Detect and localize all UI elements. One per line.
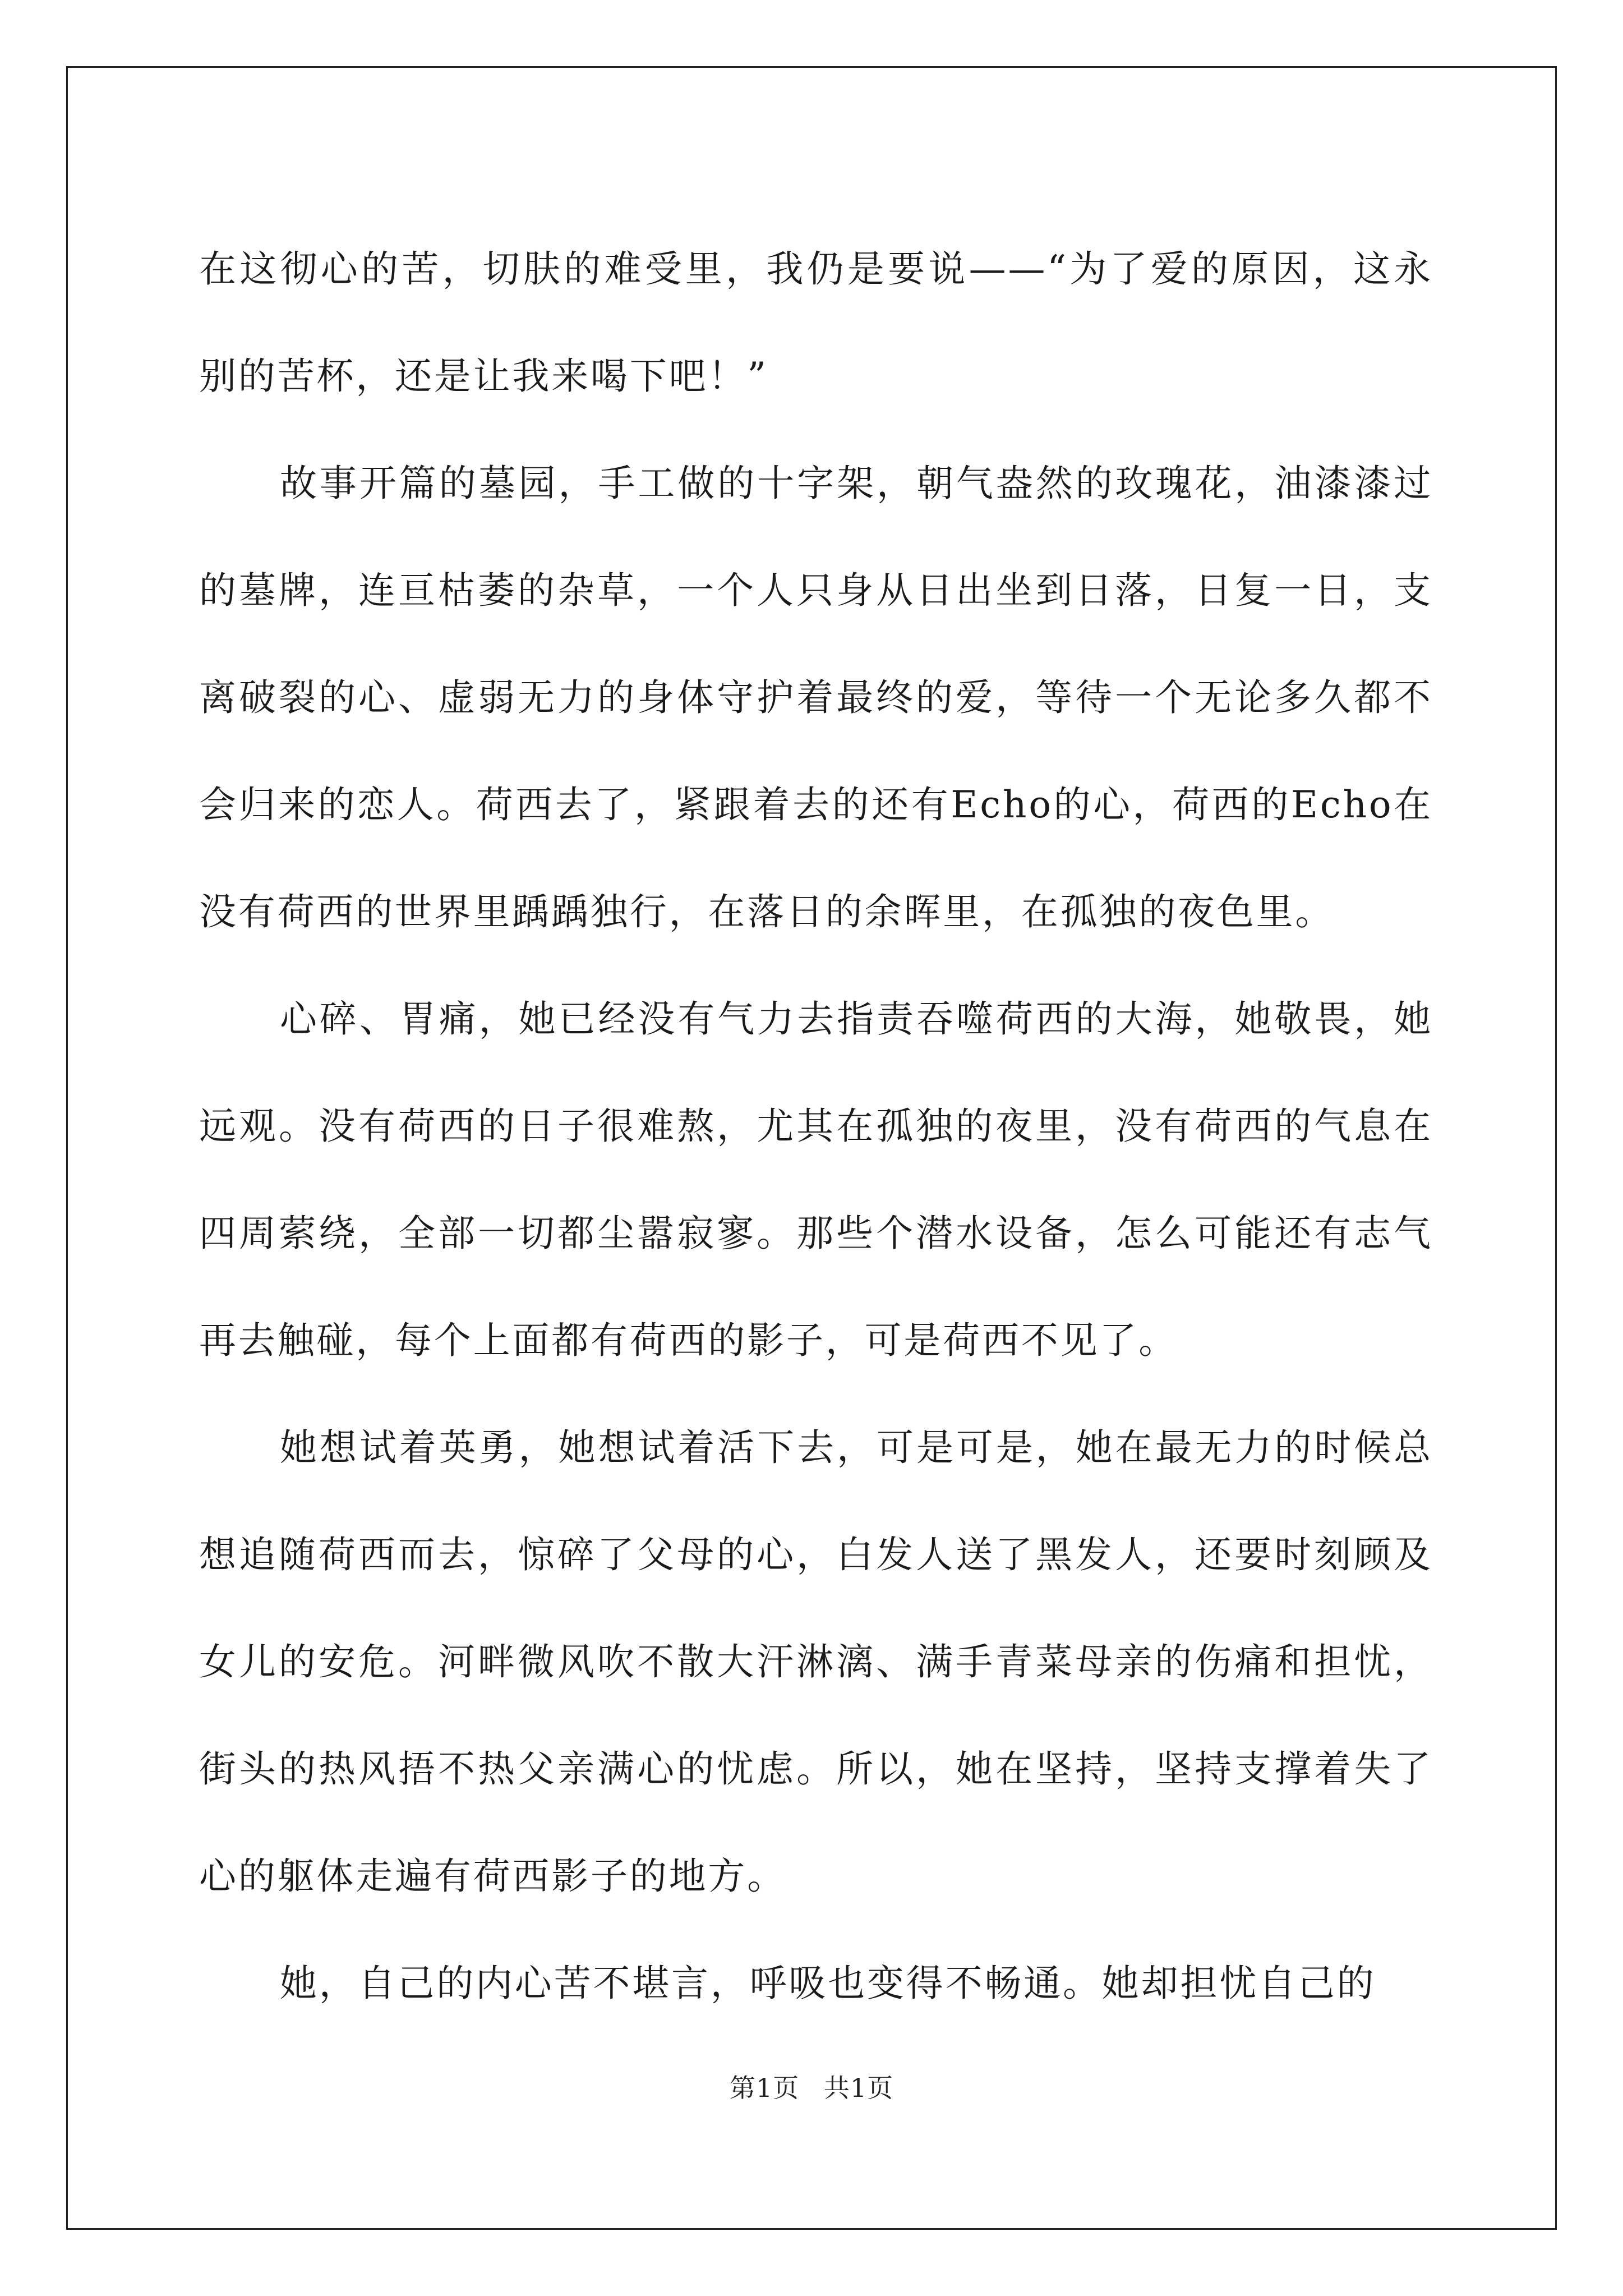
paragraph-2: 故事开篇的墓园，手工做的十字架，朝气盎然的玫瑰花，油漆漆过的墓牌，连亘枯萎的杂草，一个人只身从日出坐到日落，日复一日，支离破裂的心、虚弱无力的身体守护着最终的爱，等待一个无论多久都不会归来的恋人。荷西去了，紧跟着去的还有Echo的心，荷西的Echo在没有荷西的世界里踽踽独行，在落日的余晖里，在孤独的夜色里。 (199, 462, 1433, 933)
page-number: 第1页 (729, 2073, 800, 2103)
document-body (199, 215, 1433, 2037)
paragraph-4: 她想试着英勇，她想试着活下去，可是可是，她在最无力的时候总想追随荷西而去，惊碎了父母的心，白发人送了黑发人，还要时刻顾及女儿的安危。河畔微风吹不散大汗淋漓、满手青菜母亲的伤痛和担忧，街头的热风捂不热父亲满心的忧虑。所以，她在坚持，坚持支撑着失了心的躯体走遍有荷西影子的地方。 (199, 1426, 1433, 1898)
page-footer (0, 2071, 1623, 2105)
paragraph-3: 心碎、胃痛，她已经没有气力去指责吞噬荷西的大海，她敬畏，她远观。没有荷西的日子很难熬，尤其在孤独的夜里，没有荷西的气息在四周萦绕，全部一切都尘嚣寂寥。那些个潜水设备，怎么可能还有志气再去触碰，每个上面都有荷西的影子，可是荷西不见了。 (199, 997, 1433, 1362)
page-total: 共1页 (823, 2073, 894, 2103)
paragraph-1: 在这彻心的苦，切肤的难受里，我仍是要说——“为了爱的原因，这永别的苦杯，还是让我来喝下吧！” (199, 247, 1433, 398)
paragraph-5: 她，自己的内心苦不堪言，呼吸也变得不畅通。她却担忧自己的 (280, 1962, 1376, 2005)
